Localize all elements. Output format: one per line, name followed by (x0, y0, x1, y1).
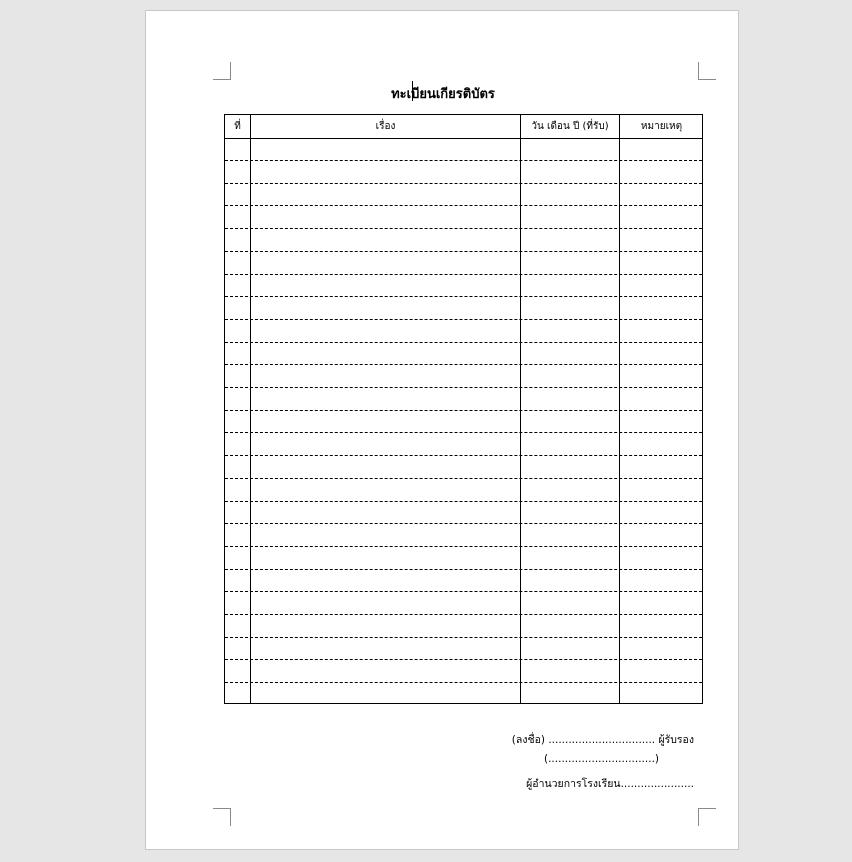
header-date-received: วัน เดือน ปี (ที่รับ) (531, 121, 609, 132)
table-row (225, 637, 702, 638)
table-row (225, 410, 702, 411)
table-row (225, 364, 702, 365)
margin-corner-bottom-left (213, 808, 231, 826)
margin-corner-top-right (698, 62, 716, 80)
table-row (225, 682, 702, 683)
table-row (225, 591, 702, 592)
table-row (225, 523, 702, 524)
table-row (225, 569, 702, 570)
margin-corner-bottom-right (698, 808, 716, 826)
header-subject: เรื่อง (375, 121, 396, 132)
table-row (225, 319, 702, 320)
table-row (225, 342, 702, 343)
certificate-register-table[interactable] (224, 114, 703, 704)
table-row (225, 387, 702, 388)
signature-name-line: (................................) (544, 753, 659, 765)
header-divider (225, 138, 702, 139)
signature-position-line: ผู้อำนวยการโรงเรียน...................... (526, 778, 694, 790)
table-row (225, 274, 702, 275)
signature-line: (ลงชื่อ) ................................ ผู้รับรอง (511, 734, 694, 746)
table-row (225, 546, 702, 547)
table-row (225, 501, 702, 502)
table-row (225, 228, 702, 229)
table-row (225, 251, 702, 252)
table-row (225, 183, 702, 184)
table-row (225, 614, 702, 615)
document-page[interactable] (145, 10, 739, 850)
header-remarks: หมายเหตุ (640, 121, 683, 132)
table-row (225, 659, 702, 660)
table-row (225, 296, 702, 297)
table-row (225, 432, 702, 433)
header-number: ที่ (234, 121, 241, 132)
table-row (225, 478, 702, 479)
document-title[interactable]: ทะเบียนเกียรติบัตร (391, 87, 495, 102)
table-row (225, 160, 702, 161)
margin-corner-top-left (213, 62, 231, 80)
table-row (225, 205, 702, 206)
table-row (225, 455, 702, 456)
